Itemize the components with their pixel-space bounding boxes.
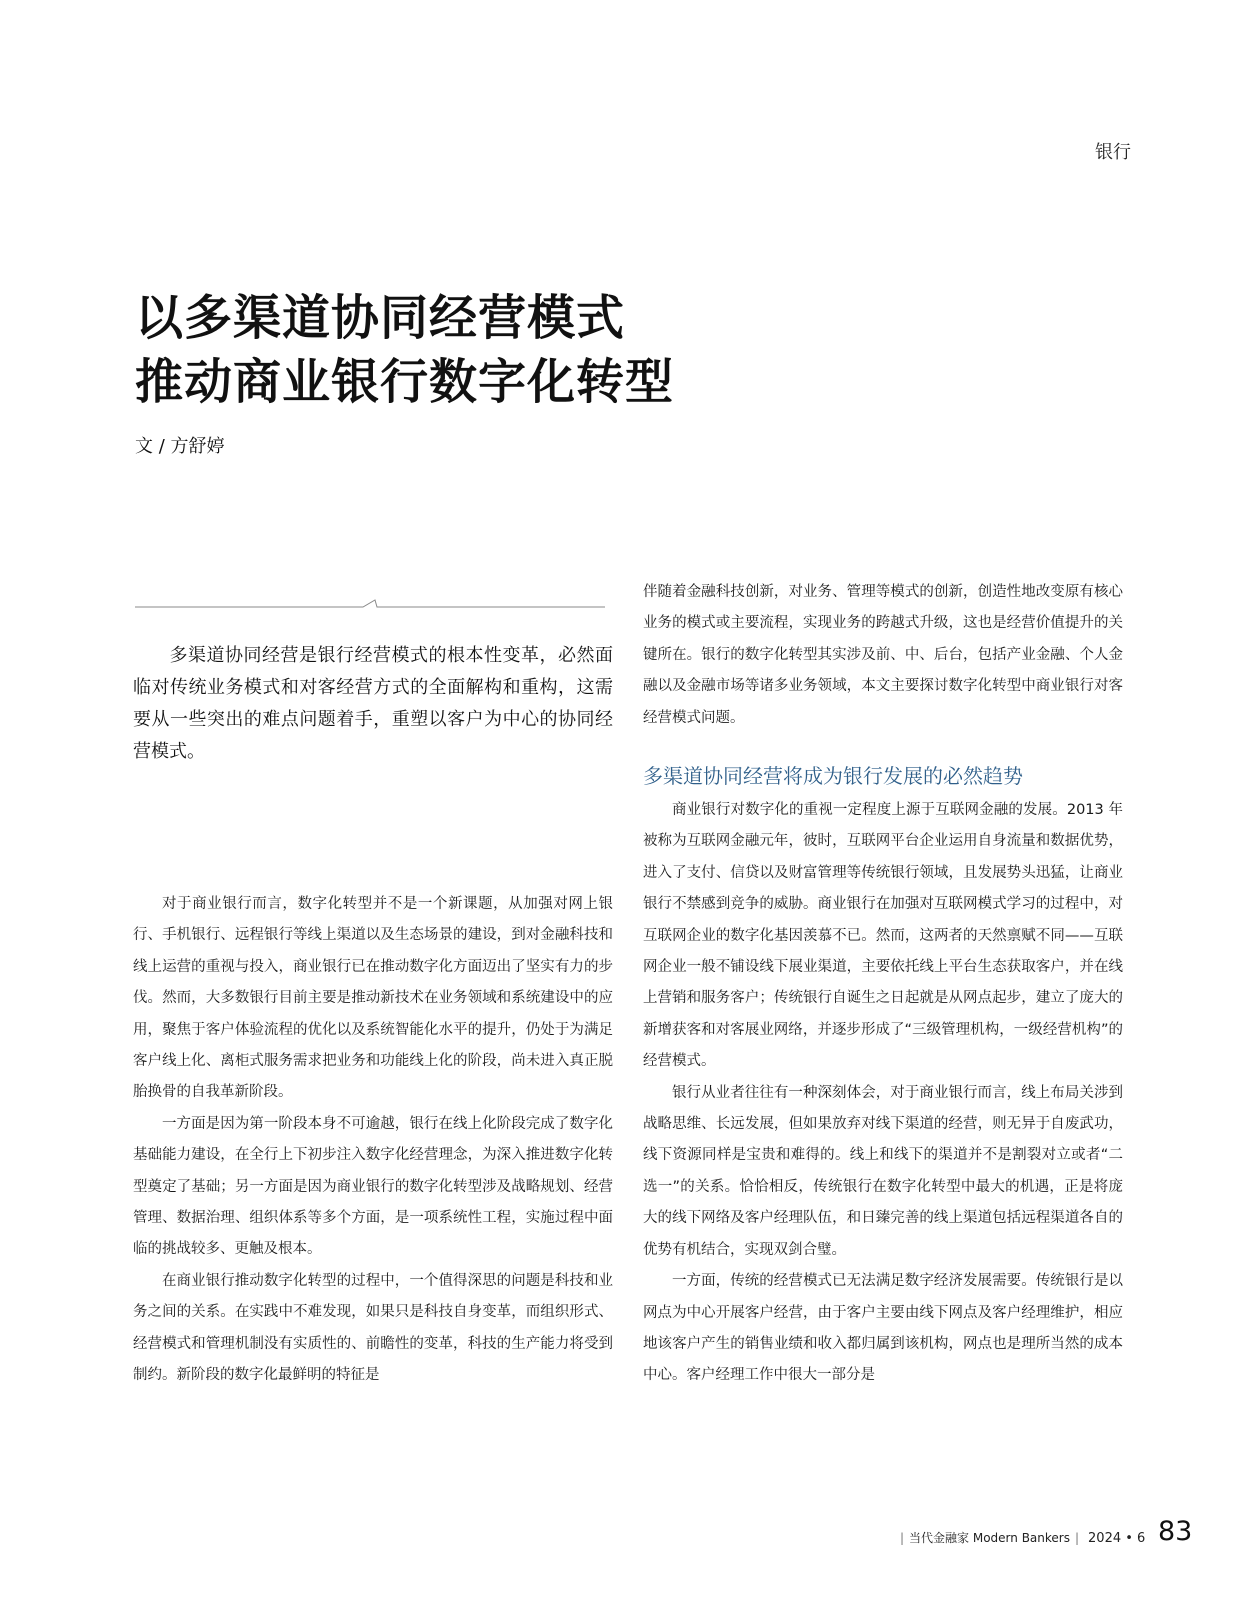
issue-number: 2024 • 6 bbox=[1088, 1531, 1146, 1546]
right-column bbox=[643, 795, 1123, 1392]
left-column bbox=[133, 889, 613, 1392]
byline: 文 / 方舒婷 bbox=[135, 436, 225, 457]
article-title bbox=[135, 286, 855, 414]
section-tag: 银行 bbox=[1095, 142, 1131, 163]
page-number: 83 bbox=[1158, 1516, 1193, 1547]
lede-paragraph: 多渠道协同经营是银行经营模式的根本性变革，必然面临对传统业务模式和对客经营方式的全面解构和重构，这需要从一些突出的难点问题着手，重塑以客户为中心的协同经营模式。 bbox=[133, 645, 613, 762]
footer-separator: | bbox=[900, 1531, 905, 1545]
body-paragraph: 商业银行对数字化的重视一定程度上源于互联网金融的发展。2013 年被称为互联网金融元年，彼时，互联网平台企业运用自身流量和数据优势，进入了支付、信贷以及财富管理等传统银行领域，且发展势头迅猛，让商业银行不禁感到竞争的威胁。商业银行在加强对互联网模式学习的过程中，对互联网企业的数字化基因羡慕不已。然而，这两者的天然禀赋不同——互联网企业一般不铺设线下展业渠道，主要依托线上平台生态获取客户，并在线上营销和服务客户；传统银行自诞生之日起就是从网点起步，建立了庞大的新增获客和对客展业网络，并逐步形成了“三级管理机构，一级经营机构”的经营模式。 bbox=[643, 802, 1123, 1070]
lede-divider bbox=[135, 598, 605, 612]
title-line-1: 以多渠道协同经营模式 bbox=[135, 290, 626, 346]
body-paragraph: 一方面是因为第一阶段本身不可逾越，银行在线上化阶段完成了数字化基础能力建设，在全行上下初步注入数字化经营理念，为深入推进数字化转型奠定了基础；另一方面是因为商业银行的数字化转型涉及战略规划、经营管理、数据治理、组织体系等多个方面，是一项系统性工程，实施过程中面临的挑战较多、更触及根本。 bbox=[133, 1115, 613, 1258]
body-paragraph: 对于商业银行而言，数字化转型并不是一个新课题，从加强对网上银行、手机银行、远程银行等线上渠道以及生态场景的建设，到对金融科技和线上运营的重视与投入，商业银行已在推动数字化方面迈出了坚实有力的步伐。然而，大多数银行目前主要是推动新技术在业务领域和系统建设中的应用，聚焦于客户体验流程的优化以及系统智能化水平的提升，仍处于为满足客户线上化、离柜式服务需求把业务和功能线上化的阶段，尚未进入真正脱胎换骨的自我革新阶段。 bbox=[133, 896, 613, 1101]
section-subheading: 多渠道协同经营将成为银行发展的必然趋势 bbox=[643, 764, 1023, 788]
body-paragraph: 伴随着金融科技创新，对业务、管理等模式的创新，创造性地改变原有核心业务的模式或主要流程，实现业务的跨越式升级，这也是经营价值提升的关键所在。银行的数字化转型其实涉及前、中、后台，包括产业金融、个人金融以及金融市场等诸多业务领域，本文主要探讨数字化转型中商业银行对客经营模式问题。 bbox=[643, 584, 1123, 726]
title-line-2: 推动商业银行数字化转型 bbox=[135, 354, 675, 410]
body-paragraph: 银行从业者往往有一种深刻体会，对于商业银行而言，线上布局关涉到战略思维、长远发展，但如果放弃对线下渠道的经营，则无异于自废武功，线下资源同样是宝贵和难得的。线上和线下的渠道并不是割裂对立或者“二选一”的关系。恰恰相反，传统银行在数字化转型中最大的机遇，正是将庞大的线下网络及客户经理队伍，和日臻完善的线上渠道包括远程渠道各自的优势有机结合，实现双剑合璧。 bbox=[643, 1084, 1123, 1258]
footer-separator: | bbox=[1074, 1531, 1080, 1545]
magazine-name: 当代金融家 Modern Bankers bbox=[909, 1531, 1070, 1545]
right-column-intro bbox=[643, 577, 1123, 734]
body-paragraph: 一方面，传统的经营模式已无法满足数字经济发展需要。传统银行是以网点为中心开展客户经营，由于客户主要由线下网点及客户经理维护，相应地该客户产生的销售业绩和收入都归属到该机构，网点也是理所当然的成本中心。客户经理工作中很大一部分是 bbox=[643, 1273, 1123, 1384]
body-paragraph: 在商业银行推动数字化转型的过程中，一个值得深思的问题是科技和业务之间的关系。在实践中不难发现，如果只是科技自身变革，而组织形式、经营模式和管理机制没有实质性的、前瞻性的变革，科技的生产能力将受到制约。新阶段的数字化最鲜明的特征是 bbox=[133, 1272, 613, 1384]
